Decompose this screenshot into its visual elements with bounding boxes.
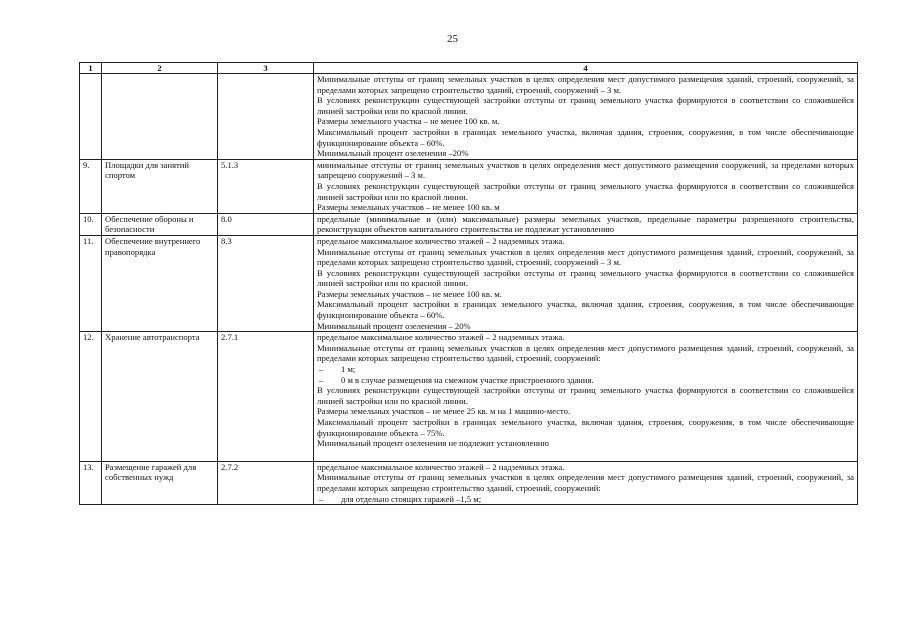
parameter-paragraph: предельное максимальное количество этажей – 2 надземных этажа.: [317, 235, 565, 246]
parameter-paragraph: Минимальные отступы от границ земельных участков в целях определения мест допустимого размещения зданий, строений, сооружений, за пределами которых запрещено строительство зданий, строений, сооружений – 3 м.: [317, 74, 854, 95]
dash-item-text: 1 м;: [341, 364, 356, 375]
parameter-paragraph: Минимальные отступы от границ земельных участков в целях определения мест допустимого размещения зданий, строений, сооружений, за пределами которых запрещено строительство зданий, строений, сооружений – 3 м.: [317, 246, 854, 268]
table-row: [80, 461, 858, 504]
table-row: [80, 332, 858, 462]
parameter-paragraph: В условиях реконструкции существующей застройки отступы от границ земельного участка формируются в соответствии со сложившейся линией застройки или по красной линии.: [317, 180, 854, 202]
parameter-paragraph: Минимальные отступы от границ земельных участков в целях определения мест допустимого размещения зданий, строений, сооружений, за пределами которых запрещено строительство зданий, строений, сооружений:: [317, 342, 854, 364]
parameter-paragraph: Минимальные отступы от границ земельных участков в целях определения мест допустимого размещения зданий, строений, сооружений, за пределами которых запрещено строительство зданий, строений, сооружений:: [317, 472, 854, 493]
parameter-paragraph: Размеры земельного участка – не менее 100 кв. м.: [317, 116, 500, 127]
dash-item-text: для отдельно стоящих гаражей –1,5 м;: [341, 493, 482, 504]
use-type-name: Обеспечение обороны и безопасности: [102, 213, 218, 235]
parameter-paragraph: В условиях реконструкции существующей застройки отступы от границ земельного участка формируются в соответствии со сложившейся линией застройки или по красной линии.: [317, 95, 854, 116]
row-number: 12.: [80, 332, 102, 462]
dash-marker: –: [319, 374, 324, 385]
use-type-name: Хранение автотранспорта: [102, 332, 218, 462]
parameter-paragraph: Минимальный процент озеленения не подлежит установлению: [317, 438, 549, 449]
column-header: 3: [218, 63, 314, 74]
parameters-cell: [314, 74, 858, 160]
parameter-paragraph: Размеры земельных участков – не менее 100 кв. м: [317, 202, 500, 213]
parameter-paragraph: Максимальный процент застройки в границах земельного участка, включая здания, строения, сооружения, в том числе обеспечивающие функционирование объекта – 75%.: [317, 417, 854, 438]
parameters-cell: [314, 332, 858, 462]
dash-marker: –: [319, 493, 324, 504]
parameter-paragraph: Минимальный процент озеленения – 20%: [317, 320, 471, 331]
row-number: 11.: [80, 235, 102, 331]
page-number: 25: [447, 33, 458, 45]
dash-list-item: [317, 494, 854, 505]
parameters-cell: [314, 235, 858, 331]
row-number: 13.: [80, 461, 102, 504]
parameter-paragraph: предельные (минимальные и (или) максимальные) размеры земельных участков, предельные параметры разрешенного строительства, реконструкции объектов капитального строительства не подлежат установлению: [317, 213, 854, 235]
use-type-code: [218, 74, 314, 160]
table-row: [80, 235, 858, 331]
regulations-table: [79, 62, 858, 505]
use-type-name: [102, 74, 218, 160]
parameter-paragraph: В условиях реконструкции существующей застройки отступы от границ земельного участка формируются в соответствии со сложившейся линией застройки или по красной линии.: [317, 267, 854, 289]
column-header: 2: [102, 63, 218, 74]
parameter-paragraph: предельное максимальное количество этажей – 2 надземных этажа.: [317, 461, 565, 472]
parameter-paragraph: минимальные отступы от границ земельных участков в целях определения мест допустимого размещения сооружений, за пределами которых запрещено сооружений – 3 м.: [317, 159, 854, 181]
table-header-row: [80, 63, 858, 74]
table-row: [80, 213, 858, 235]
row-number: 9.: [80, 159, 102, 213]
parameter-paragraph: предельное максимальное количество этажей – 2 надземных этажа.: [317, 332, 565, 343]
parameter-paragraph: Минимальный процент озеленения –20%: [317, 148, 469, 159]
table-row: [80, 159, 858, 213]
column-header: 1: [80, 63, 102, 74]
blank-line: [317, 449, 854, 461]
table-row: [80, 74, 858, 160]
use-type-name: Размещение гаражей для собственных нужд: [102, 461, 218, 504]
use-type-code: 8.3: [218, 235, 314, 331]
parameter-paragraph: Размеры земельных участков – не менее 100 кв. м.: [317, 288, 502, 299]
use-type-code: 2.7.1: [218, 332, 314, 462]
dash-list-item: [317, 375, 854, 386]
use-type-name: Обеспечение внутреннего правопорядка: [102, 235, 218, 331]
parameters-cell: [314, 461, 858, 504]
use-type-name: Площадки для занятий спортом: [102, 159, 218, 213]
parameter-paragraph: Максимальный процент застройки в границах земельного участка, включая здания, строения, сооружения, в том числе обеспечивающие функционирование объекта – 60%.: [317, 126, 854, 148]
parameter-paragraph: В условиях реконструкции существующей застройки отступы от границ земельного участка формируются в соответствии со сложившейся линией застройки или по красной линии.: [317, 385, 854, 406]
parameters-cell: [314, 159, 858, 213]
use-type-code: 8.0: [218, 213, 314, 235]
column-header: 4: [314, 63, 858, 74]
dash-list-item: [317, 364, 854, 375]
parameter-paragraph: Размеры земельных участков – не менее 25 кв. м на 1 машино-место.: [317, 406, 571, 417]
row-number: [80, 74, 102, 160]
use-type-code: 2.7.2: [218, 461, 314, 504]
parameters-cell: [314, 213, 858, 235]
parameter-paragraph: Максимальный процент застройки в границах земельного участка, включая здания, строения, сооружения, в том числе обеспечивающие функционирование объекта – 60%.: [317, 299, 854, 321]
use-type-code: 5.1.3: [218, 159, 314, 213]
row-number: 10.: [80, 213, 102, 235]
dash-marker: –: [319, 364, 324, 375]
dash-item-text: 0 м в случае размещения на смежном участке пристроенного здания.: [341, 374, 594, 385]
